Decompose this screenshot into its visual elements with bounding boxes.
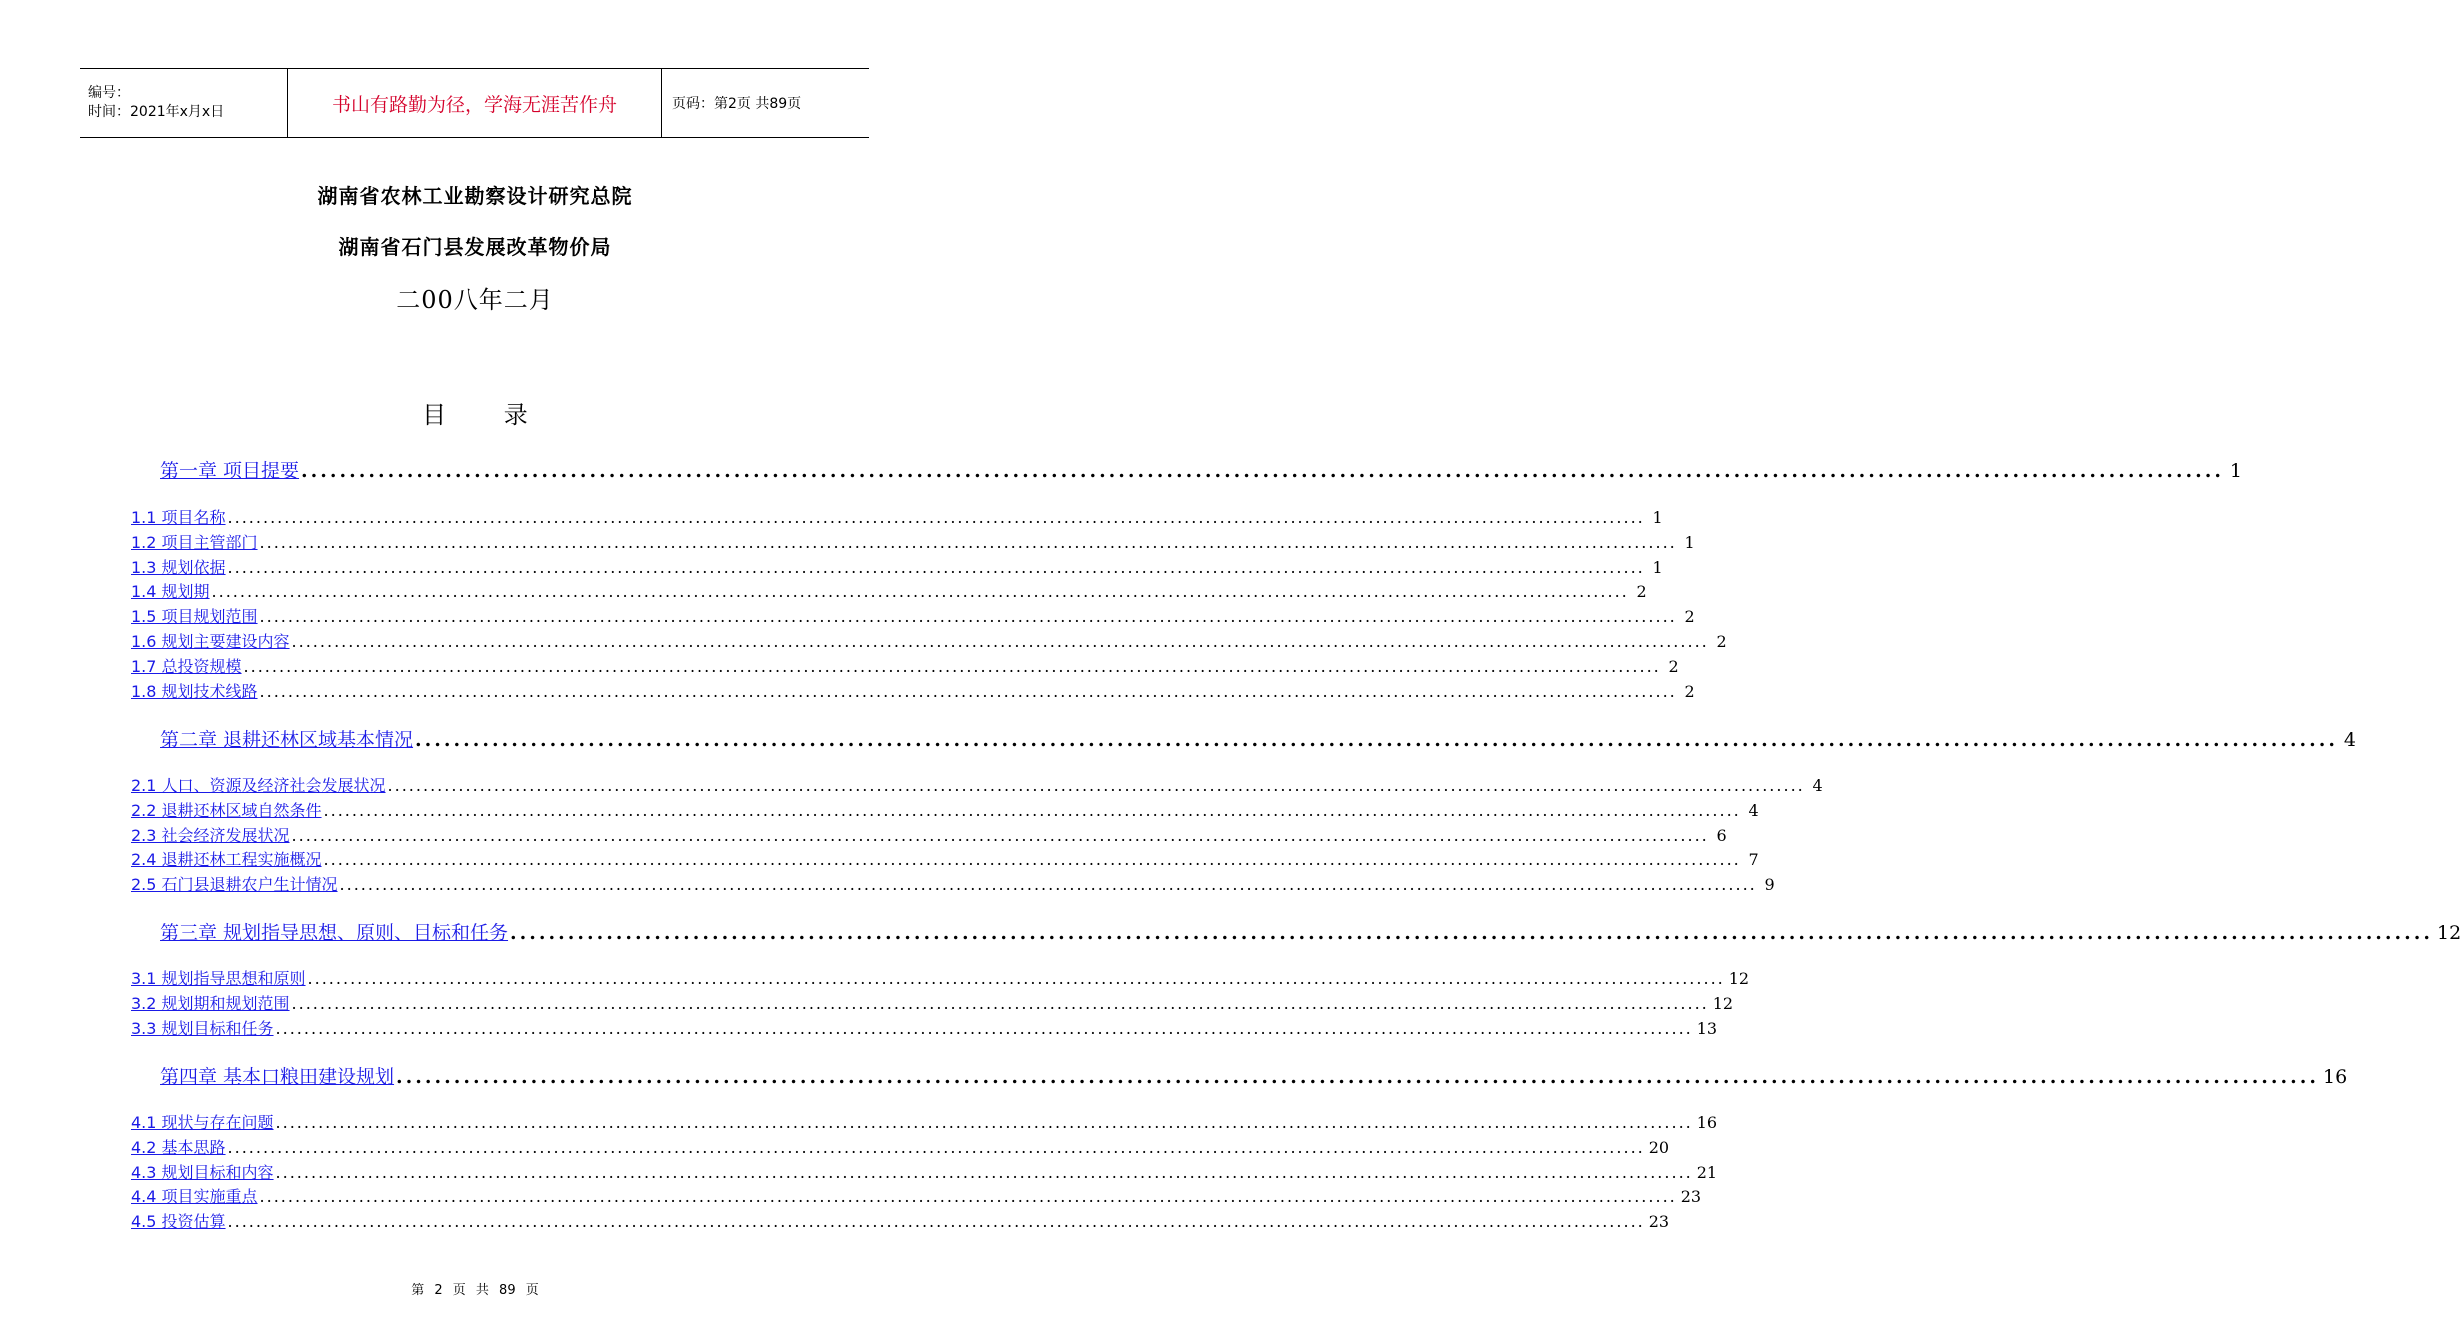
time-label: 时间：2021年x月x日 <box>88 104 225 120</box>
dot-leader: ........................................................................................................................................................................................................ <box>396 1066 2319 1088</box>
toc-section-2-5-page-number: 9 <box>1764 875 1775 894</box>
toc-section-1-7[interactable] <box>131 654 1679 677</box>
dot-leader: ........................................................................................................................................................................................................ <box>243 657 1661 676</box>
dot-leader: ........................................................................................................................................................................................................ <box>259 533 1677 552</box>
toc-section-4-2-link[interactable]: 4.2 基本思路 <box>131 1138 226 1157</box>
toc-section-1-8-page-number: 2 <box>1684 682 1695 701</box>
toc-chapter-1-link[interactable]: 第一章 项目提要 <box>160 460 300 482</box>
toc-section-1-6-page-number: 2 <box>1716 632 1727 651</box>
toc-section-3-3[interactable] <box>131 1016 1718 1039</box>
toc-section-3-2-link[interactable]: 3.2 规划期和规划范围 <box>131 994 290 1013</box>
toc-section-1-1[interactable] <box>131 505 1663 528</box>
toc-section-2-1-link[interactable]: 2.1 人口、资源及经济社会发展状况 <box>131 776 386 795</box>
toc-section-1-8-link[interactable]: 1.8 规划技术线路 <box>131 682 258 701</box>
dot-leader: ........................................................................................................................................................................................................ <box>259 607 1677 626</box>
toc-section-1-6[interactable] <box>131 629 1727 652</box>
header-page-info: 页码：第2页 共89页 <box>672 96 802 112</box>
dot-leader: ........................................................................................................................................................................................................ <box>227 558 1645 577</box>
toc-chapter-4-page-number: 16 <box>2323 1066 2348 1088</box>
organization-2: 湖南省石门县发展改革物价局 <box>338 235 612 259</box>
toc-section-4-1[interactable] <box>131 1110 1718 1133</box>
toc-section-3-2-page-number: 12 <box>1712 994 1734 1013</box>
toc-section-2-4-link[interactable]: 2.4 退耕还林工程实施概况 <box>131 850 322 869</box>
toc-section-2-4[interactable] <box>131 847 1759 870</box>
page-header <box>80 68 869 138</box>
toc-section-1-2[interactable] <box>131 530 1695 553</box>
dot-leader: ........................................................................................................................................................................................................ <box>211 582 1629 601</box>
toc-section-1-8[interactable] <box>131 679 1695 702</box>
toc-section-2-3-page-number: 6 <box>1716 826 1727 845</box>
toc-section-1-3-link[interactable]: 1.3 规划依据 <box>131 558 226 577</box>
page-footer: 第 2 页 共 89 页 <box>411 1283 539 1298</box>
toc-section-4-3[interactable] <box>131 1160 1718 1183</box>
toc-section-1-4-page-number: 2 <box>1636 582 1647 601</box>
document-date: 二00八年二月 <box>396 286 554 314</box>
toc-section-4-1-page-number: 16 <box>1696 1113 1718 1132</box>
toc-section-1-3-page-number: 1 <box>1652 558 1663 577</box>
toc-chapter-4-link[interactable]: 第四章 基本口粮田建设规划 <box>160 1066 395 1088</box>
toc-section-2-3-link[interactable]: 2.3 社会经济发展状况 <box>131 826 290 845</box>
toc-section-1-1-link[interactable]: 1.1 项目名称 <box>131 508 226 527</box>
dot-leader: ........................................................................................................................................................................................................ <box>259 1187 1677 1206</box>
toc-section-3-1-page-number: 12 <box>1728 969 1750 988</box>
dot-leader: ........................................................................................................................................................................................................ <box>227 1212 1645 1231</box>
toc-section-1-5-page-number: 2 <box>1684 607 1695 626</box>
dot-leader: ........................................................................................................................................................................................................ <box>291 632 1709 651</box>
toc-section-4-2-page-number: 20 <box>1648 1138 1670 1157</box>
dot-leader: ........................................................................................................................................................................................................ <box>227 1138 1645 1157</box>
header-motto: 书山有路勤为径，学海无涯苦作舟 <box>288 69 662 137</box>
toc-section-3-2[interactable] <box>131 991 1734 1014</box>
dot-leader: ........................................................................................................................................................................................................ <box>323 801 1741 820</box>
toc-section-4-5[interactable] <box>131 1209 1670 1232</box>
dot-leader: ........................................................................................................................................................................................................ <box>339 875 1757 894</box>
toc-section-2-4-page-number: 7 <box>1748 850 1759 869</box>
toc-chapter-3-page-number: 12 <box>2437 922 2461 944</box>
toc-section-3-3-page-number: 13 <box>1696 1019 1718 1038</box>
dot-leader: ........................................................................................................................................................................................................ <box>259 682 1677 701</box>
toc-chapter-2-link[interactable]: 第二章 退耕还林区域基本情况 <box>160 729 414 751</box>
toc-section-3-1[interactable] <box>131 966 1750 989</box>
toc-chapter-1[interactable] <box>160 456 2242 483</box>
toc-section-4-4-page-number: 23 <box>1680 1187 1702 1206</box>
toc-section-3-1-link[interactable]: 3.1 规划指导思想和原则 <box>131 969 306 988</box>
toc-section-2-1[interactable] <box>131 773 1823 796</box>
dot-leader: ........................................................................................................................................................................................................ <box>227 508 1645 527</box>
toc-section-2-2[interactable] <box>131 798 1759 821</box>
toc-section-4-1-link[interactable]: 4.1 现状与存在问题 <box>131 1113 274 1132</box>
toc-section-4-4[interactable] <box>131 1184 1702 1207</box>
dot-leader: ........................................................................................................................................................................................................ <box>387 776 1805 795</box>
toc-section-2-5[interactable] <box>131 872 1775 895</box>
dot-leader: ........................................................................................................................................................................................................ <box>275 1163 1693 1182</box>
toc-section-1-7-page-number: 2 <box>1668 657 1679 676</box>
toc-section-4-3-page-number: 21 <box>1696 1163 1718 1182</box>
dot-leader: ........................................................................................................................................................................................................ <box>275 1113 1693 1132</box>
toc-section-1-5[interactable] <box>131 604 1695 627</box>
toc-section-1-2-link[interactable]: 1.2 项目主管部门 <box>131 533 258 552</box>
toc-section-2-2-page-number: 4 <box>1748 801 1759 820</box>
dot-leader: ........................................................................................................................................................................................................ <box>301 460 2224 482</box>
organization-1: 湖南省农林工业勘察设计研究总院 <box>317 184 633 208</box>
toc-chapter-3[interactable] <box>160 918 2461 945</box>
toc-section-4-4-link[interactable]: 4.4 项目实施重点 <box>131 1187 258 1206</box>
toc-section-4-2[interactable] <box>131 1135 1670 1158</box>
dot-leader: ........................................................................................................................................................................................................ <box>510 922 2433 944</box>
toc-section-1-2-page-number: 1 <box>1684 533 1695 552</box>
toc-section-2-2-link[interactable]: 2.2 退耕还林区域自然条件 <box>131 801 322 820</box>
toc-section-1-5-link[interactable]: 1.5 项目规划范围 <box>131 607 258 626</box>
toc-section-1-7-link[interactable]: 1.7 总投资规模 <box>131 657 242 676</box>
toc-section-1-4[interactable] <box>131 579 1647 602</box>
toc-section-2-3[interactable] <box>131 823 1727 846</box>
toc-section-4-5-page-number: 23 <box>1648 1212 1670 1231</box>
toc-section-4-5-link[interactable]: 4.5 投资估算 <box>131 1212 226 1231</box>
dot-leader: ........................................................................................................................................................................................................ <box>291 994 1709 1013</box>
dot-leader: ........................................................................................................................................................................................................ <box>415 729 2338 751</box>
toc-section-1-1-page-number: 1 <box>1652 508 1663 527</box>
toc-section-4-3-link[interactable]: 4.3 规划目标和内容 <box>131 1163 274 1182</box>
toc-section-2-5-link[interactable]: 2.5 石门县退耕农户生计情况 <box>131 875 338 894</box>
toc-chapter-2-page-number: 4 <box>2343 729 2356 751</box>
toc-chapter-1-page-number: 1 <box>2229 460 2242 482</box>
toc-section-1-3[interactable] <box>131 555 1663 578</box>
dot-leader: ........................................................................................................................................................................................................ <box>307 969 1725 988</box>
dot-leader: ........................................................................................................................................................................................................ <box>275 1019 1693 1038</box>
toc-title: 目 录 <box>422 401 528 429</box>
dot-leader: ........................................................................................................................................................................................................ <box>291 826 1709 845</box>
toc-chapter-3-link[interactable]: 第三章 规划指导思想、原则、目标和任务 <box>160 922 509 944</box>
number-label: 编号： <box>88 85 130 101</box>
toc-section-3-3-link[interactable]: 3.3 规划目标和任务 <box>131 1019 274 1038</box>
toc-section-1-6-link[interactable]: 1.6 规划主要建设内容 <box>131 632 290 651</box>
toc-chapter-2[interactable] <box>160 725 2356 752</box>
header-meta <box>80 69 288 137</box>
toc-chapter-4[interactable] <box>160 1062 2348 1089</box>
dot-leader: ........................................................................................................................................................................................................ <box>323 850 1741 869</box>
toc-section-1-4-link[interactable]: 1.4 规划期 <box>131 582 210 601</box>
toc-section-2-1-page-number: 4 <box>1812 776 1823 795</box>
